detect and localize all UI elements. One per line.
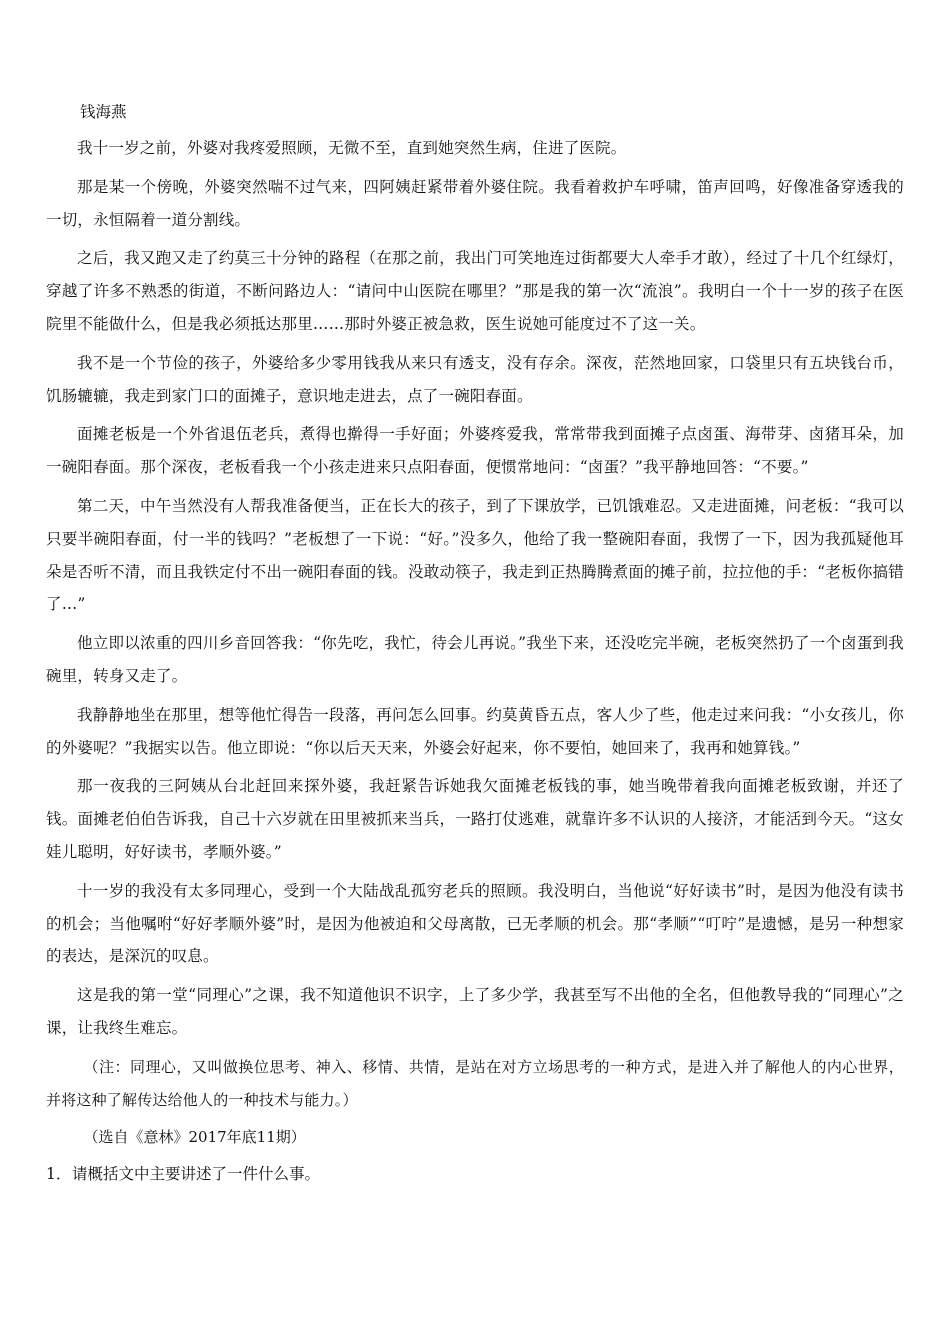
question-number: 1．	[46, 1165, 72, 1184]
paragraph-8: 我静静地坐在那里，想等他忙得告一段落，再问怎么回事。约莫黄昏五点，客人少了些，他走过来问我：“小女孩儿，你的外婆呢？”我据实以告。他立即说：“你以后天天来，外婆会好起来，你不要怕，她回来了，我再和她算钱。”	[46, 705, 904, 757]
paragraph-11: 这是我的第一堂“同理心”之课，我不知道他识不识字，上了多少学，我甚至写不出他的全名，但他教导我的“同理心”之课，让我终生难忘。	[46, 986, 904, 1037]
paragraph-1: 我十一岁之前，外婆对我疼爱照顾，无微不至，直到她突然生病，住进了医院。	[77, 139, 627, 157]
paragraph-3: 之后，我又跑又走了约莫三十分钟的路程（在那之前，我出门可笑地连过街都要大人牵手才敢），经过了十几个红绿灯，穿越了许多不熟悉的街道，不断问路边人：“请问中山医院在哪里？”那是我的第一次“流浪”。我明白一个十一岁的孩子在医院里不能做什么，但是我必须抵达那里……那时外婆正被急救，医生说她可能度过不了这一关。	[46, 249, 904, 333]
paragraph-6: 第二天，中午当然没有人帮我准备便当，正在长大的孩子，到了下课放学，已饥饿难忍。又走进面摊，问老板：“我可以只要半碗阳春面，付一半的钱吗？”老板想了一下说：“好。”没多久，他给了我一整碗阳春面，我愣了一下，因为我孤疑他耳朵是否听不清，而且我铁定付不出一碗阳春面的钱。没敢动筷子，我走到正热腾腾煮面的摊子前，拉拉他的手：“老板你搞错了…”	[46, 496, 904, 614]
question-text: 请概括文中主要讲述了一件什么事。	[72, 1165, 321, 1184]
article-body	[46, 132, 904, 1190]
paragraph-4: 我不是一个节俭的孩子，外婆给多少零用钱我从来只有透支，没有存余。深夜，茫然地回家，口袋里只有五块钱台币，饥肠辘辘，我走到家门口的面摊子，意识地走进去，点了一碗阳春面。	[46, 353, 904, 405]
author-name: 钱海燕	[80, 103, 127, 121]
question-1	[46, 1158, 904, 1190]
footnote: （注：同理心，又叫做换位思考、神入、移情、共情，是站在对方立场思考的一种方式，是进入并了解他人的内心世界，并将这种了解传达给他人的一种技术与能力。）	[46, 1057, 904, 1109]
paragraph-2: 那是某一个傍晚，外婆突然喘不过气来，四阿姨赶紧带着外婆住院。我看着救护车呼啸，笛声回鸣，好像准备穿透我的一切，永恒隔着一道分割线。	[46, 177, 904, 229]
paragraph-7: 他立即以浓重的四川乡音回答我：“你先吃，我忙，待会儿再说。”我坐下来，还没吃完半碗，老板突然扔了一个卤蛋到我碗里，转身又走了。	[46, 634, 904, 685]
source-citation: （选自《意林》2017年底11期）	[83, 1128, 306, 1147]
paragraph-10: 十一岁的我没有太多同理心，受到一个大陆战乱孤穷老兵的照顾。我没明白，当他说“好好读书”时，是因为他没有读书的机会；当他嘱咐“好好孝顺外婆”时，是因为他被迫和父母离散，已无孝顺的机会。那“孝顺”“叮咛”是遗憾，是另一种想家的表达，是深沉的叹息。	[46, 881, 904, 966]
paragraph-5: 面摊老板是一个外省退伍老兵，煮得也擀得一手好面；外婆疼爱我，常常带我到面摊子点卤蛋、海带芽、卤猪耳朵，加一碗阳春面。那个深夜，老板看我一个小孩走进来只点阳春面，便惯常地问：“卤蛋？”我平静地回答：“不要。”	[46, 425, 904, 477]
paragraph-9: 那一夜我的三阿姨从台北赶回来探外婆，我赶紧告诉她我欠面摊老板钱的事，她当晚带着我向面摊老板致谢，并还了钱。面摊老伯伯告诉我，自己十六岁就在田里被抓来当兵，一路打仗逃难，就靠许多不认识的人接济，才能活到今天。“这女娃儿聪明，好好读书，孝顺外婆。”	[46, 777, 904, 861]
